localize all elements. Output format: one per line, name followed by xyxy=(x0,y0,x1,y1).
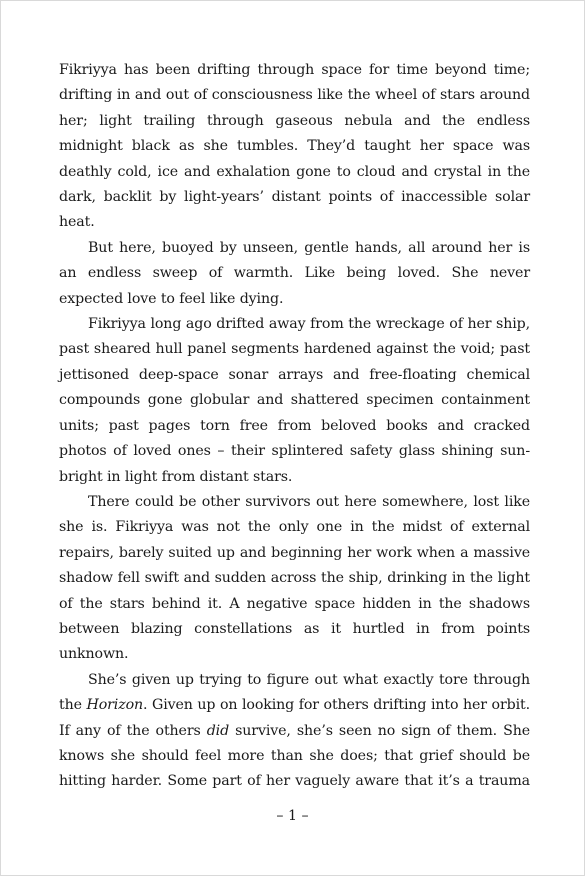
page-number: – 1 – xyxy=(276,808,309,824)
text-run: Fikriyya long ago drifted away from the wreckage of her ship, past sheared hull panel segments hardened against the void; past jettisoned deep-space sonar arrays and free-floating chemical compounds gone globular and shattered specimen containment units; past pages torn free from beloved books and cracked photos of loved ones – their splintered safety glass shining sun-bright in light from distant stars. xyxy=(59,316,530,485)
italic-text: Horizon xyxy=(86,697,144,714)
paragraph xyxy=(59,58,530,236)
paragraph xyxy=(59,236,530,312)
italic-text: did xyxy=(206,722,230,739)
text-run: She’s given up trying to figure out what exactly tore through the xyxy=(59,671,530,714)
paragraph xyxy=(59,490,530,668)
body-text xyxy=(59,58,530,795)
text-run: There could be other survivors out here somewhere, lost like she is. Fikriyya was not the only one in the midst of external repairs, barely suited up and beginning her work when a massive shadow fell swift and sudden across the ship, drinking in the light of the stars behind it. A negative space hidden in the shadows between blazing constellations as it hurtled in from points unknown. xyxy=(59,493,530,663)
text-run: . Given up on looking for others drifting into her orbit. If any of the others xyxy=(59,697,530,739)
text-run: But here, buoyed by unseen, gentle hands, all around her is an endless sweep of warmth. Like being loved. She never expected love to feel like dying. xyxy=(59,239,530,307)
paragraph xyxy=(59,312,530,490)
paragraph xyxy=(59,668,530,795)
text-run: survive, she’s seen no sign of them. She knows she should feel more than she does; that grief should be hitting harder. Some part of her vaguely aware that it’s a trauma xyxy=(59,722,530,790)
text-run: Fikriyya has been drifting through space for time beyond time; drifting in and out of consciousness like the wheel of stars around her; light trailing through gaseous nebula and the endless midnight black as she tumbles. They’d taught her space was deathly cold, ice and exhalation gone to cloud and crystal in the dark, backlit by light-years’ distant points of inaccessible solar heat. xyxy=(59,62,530,231)
